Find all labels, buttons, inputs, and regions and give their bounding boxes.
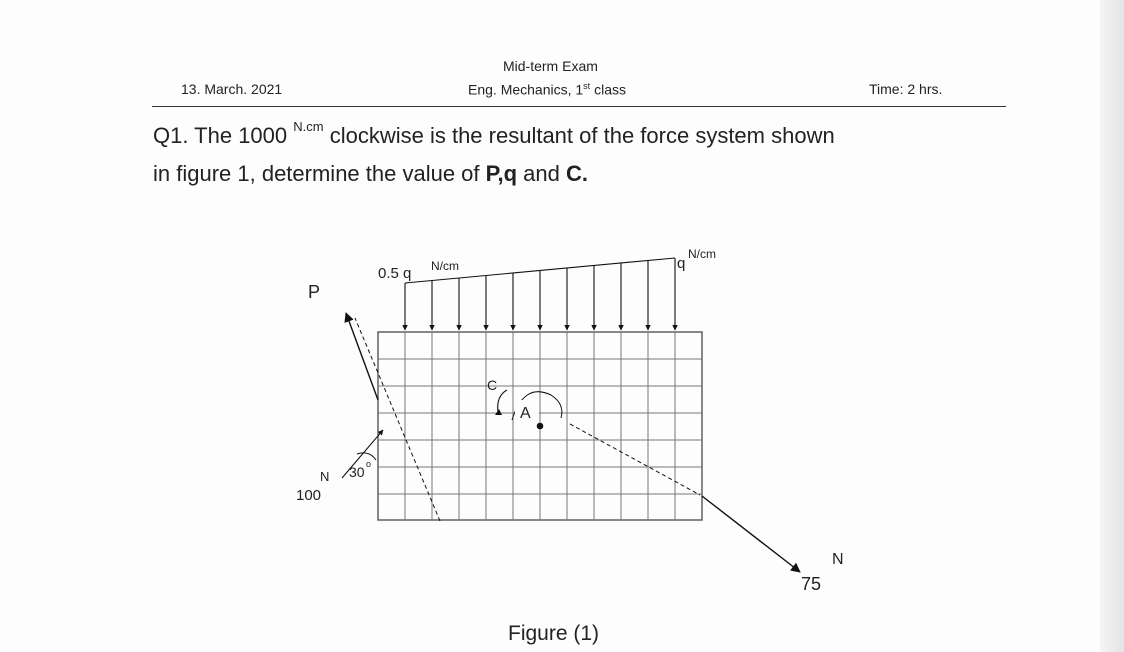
angle-degree: o — [366, 459, 372, 469]
question-text-b: clockwise is the resultant of the force system shown — [323, 123, 835, 148]
force-p-line-of-action — [355, 318, 440, 521]
couple-arc — [498, 390, 507, 412]
force-75-unit: N — [832, 551, 844, 568]
question-and: and — [517, 161, 566, 186]
exam-date: 13. March. 2021 — [181, 81, 283, 97]
exam-time: Time: 2 hrs. — [869, 81, 943, 97]
course-prefix: Eng. Mechanics, 1 — [468, 81, 584, 98]
force-75-value: 75 — [801, 574, 822, 594]
force-100-unit: N — [320, 469, 330, 484]
question-text-a: Q1. The 1000 — [153, 123, 294, 148]
course-suffix: class — [590, 81, 626, 98]
unknown-p-q: P,q — [485, 161, 518, 186]
force-p-label: P — [308, 282, 321, 302]
point-a-dot — [537, 423, 544, 430]
unknown-c: C. — [565, 161, 588, 186]
window-edge — [1100, 0, 1124, 652]
force-100-value: 100 — [296, 487, 322, 504]
force-75-line-of-action — [570, 424, 700, 495]
exam-title: Mid-term Exam — [503, 58, 598, 74]
couple-arrow-icon — [495, 409, 502, 415]
moment-unit: N.cm — [293, 119, 324, 134]
figure-caption: Figure (1) — [508, 622, 600, 645]
load-left-value: 0.5 q — [378, 265, 412, 282]
point-a-label: A — [520, 405, 531, 422]
force-p-arrow — [346, 313, 378, 400]
force-75-arrow — [702, 496, 800, 572]
angle-label: 30 — [349, 464, 365, 480]
load-right-value: q — [677, 255, 686, 272]
load-left-unit: N/cm — [431, 259, 459, 273]
load-right-unit: N/cm — [688, 247, 716, 261]
question-text-c: in figure 1, determine the value of — [153, 161, 486, 186]
couple-label: C — [487, 377, 498, 393]
course-ordinal: st — [583, 81, 591, 91]
